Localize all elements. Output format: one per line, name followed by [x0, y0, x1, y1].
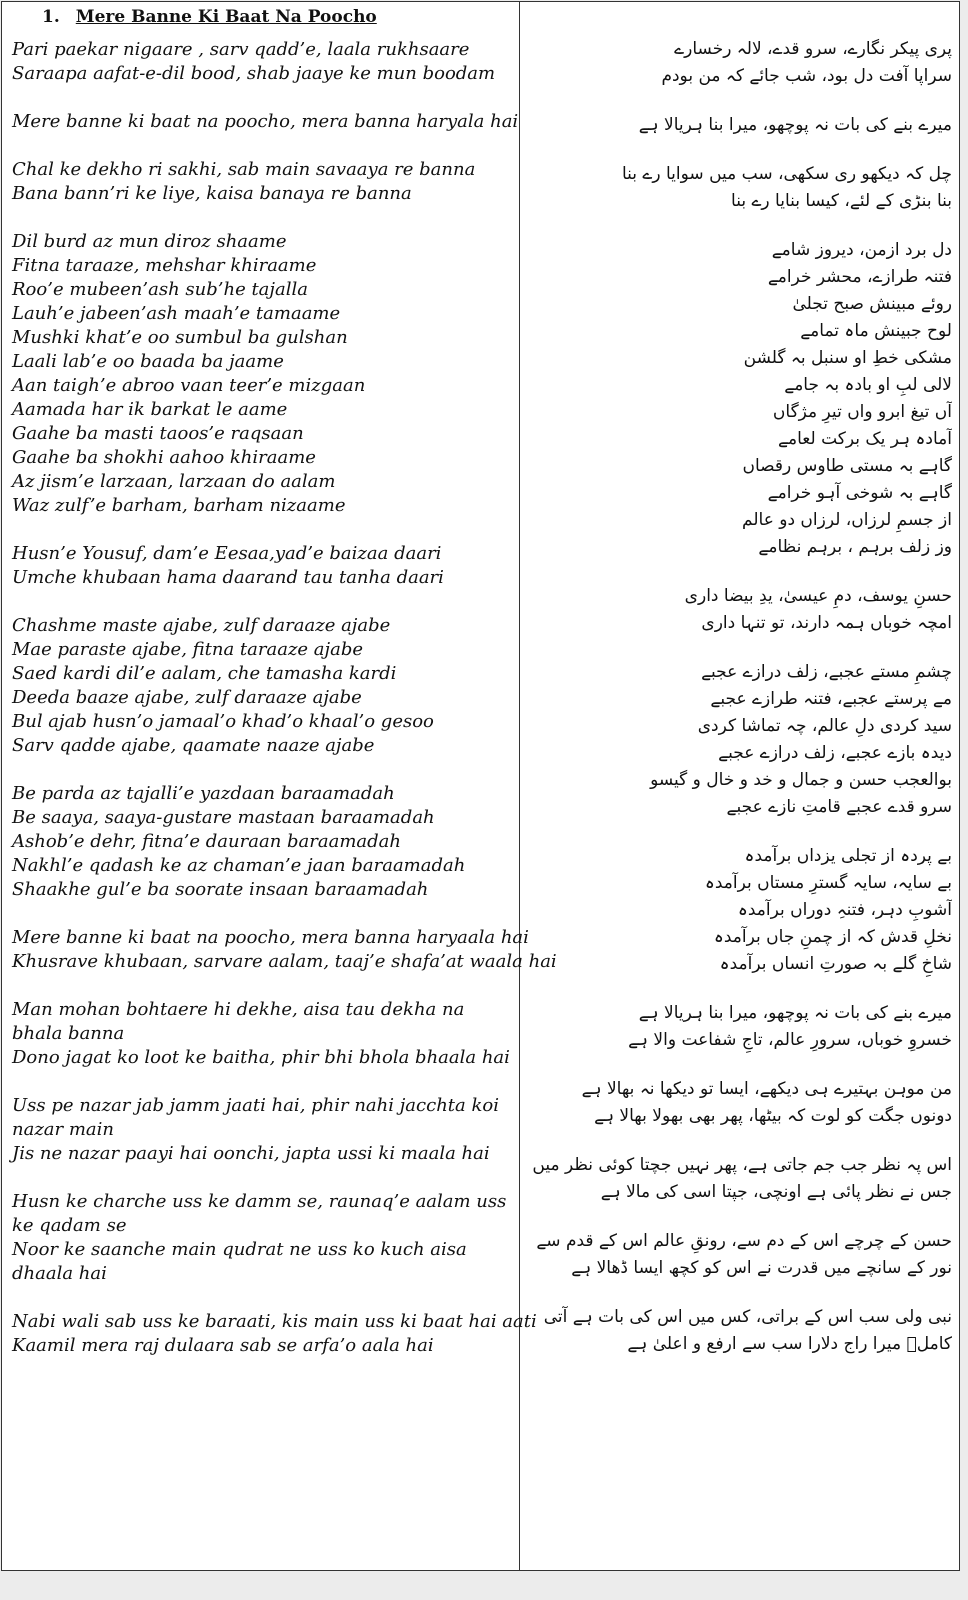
urdu-lyric-line: لوح جبینش ماہ تمامے: [800, 321, 952, 341]
song-title-text: Mere Banne Ki Baat Na Poocho: [75, 7, 377, 27]
roman-stanza: [12, 1190, 509, 1286]
urdu-lyric-line: نخلِ قدش کہ از چمنِ جاں برآمدہ: [713, 927, 952, 947]
roman-stanza: [12, 230, 509, 518]
urdu-stanza: [530, 1304, 952, 1358]
roman-lyric-line: Saraapa aafat-e-dil bood, shab jaaye ke mun boodam: [12, 63, 496, 84]
roman-stanza: [12, 1094, 509, 1166]
roman-lyric-line: Dil burd az mun diroz shaame: [12, 231, 287, 252]
urdu-lyric-line: اس پہ نظر جب جم جاتی ہے، پھر نہیں جچتا کوئی نظر میں: [532, 1155, 952, 1175]
urdu-lyric-line: شاخِ گلے بہ صورتِ انساں برآمدہ: [719, 954, 952, 974]
song-number: 1.: [42, 7, 60, 27]
urdu-stanza: [530, 237, 952, 561]
urdu-lyric-line: حسن کے چرچے اس کے دم سے، رونقِ عالم اس کے قدم سے: [536, 1231, 952, 1251]
urdu-lyric-line: نور کے سانچے میں قدرت نے اس کو کچھ ایسا ڈھالا ہے: [571, 1258, 952, 1278]
urdu-stanza: [530, 1000, 952, 1054]
urdu-lyric-line: سرو قدے عجبے قامتِ نازے عجبے: [726, 797, 952, 817]
urdu-stanza: [530, 112, 952, 139]
urdu-lyric-line: مشکی خطِ او سنبل بہ گلشن: [743, 348, 952, 368]
roman-lyric-line: Pari paekar nigaare , sarv qadd’e, laala rukhsaare: [12, 39, 470, 60]
urdu-lyric-line: سید کردی دلِ عالم، چہ تماشا کردی: [697, 716, 952, 736]
urdu-lyric-line: دل برد ازمن، دیروز شامے: [771, 240, 952, 260]
roman-lyric-line: Gaahe ba shokhi aahoo khiraame: [12, 447, 316, 468]
roman-lyric-line: Bana bann’ri ke liye, kaisa banaya re banna: [12, 183, 412, 204]
song-title: [42, 8, 509, 26]
urdu-script-column: [520, 2, 960, 1570]
roman-lyric-line: Nabi wali sab uss ke baraati, kis main uss ki baat hai aati: [12, 1311, 537, 1332]
urdu-lyric-line: بوالعجب حسن و جمال و خد و خال و گیسو: [650, 770, 952, 790]
roman-lyric-line: Bul ajab husn’o jamaal’o khad’o khaal’o gesoo: [12, 711, 434, 732]
urdu-lyric-line: میرے بنے کی بات نہ پوچھو، میرا بنا ہریالا ہے: [638, 1003, 952, 1023]
urdu-lyric-line: چل کہ دیکھو ری سکھی، سب میں سوایا رے بنا: [621, 164, 952, 184]
urdu-stanza: [530, 659, 952, 821]
urdu-lyric-line: بے سایہ، سایہ گسترِ مستاں برآمدہ: [704, 873, 952, 893]
urdu-lyric-line: بے پردہ از تجلی یزداں برآمدہ: [744, 846, 952, 866]
roman-lyric-line: Husn’e Yousuf, dam’e Eesaa,yad’e baizaa daari: [12, 543, 442, 564]
urdu-stanza: [530, 583, 952, 637]
roman-lyric-line: Gaahe ba masti taoos’e raqsaan: [12, 423, 304, 444]
urdu-stanza: [530, 843, 952, 978]
lyrics-table: [1, 1, 960, 1571]
urdu-stanza: [530, 36, 952, 90]
roman-stanzas: [12, 38, 557, 1358]
roman-lyric-line: Mae paraste ajabe, fitna taraaze ajabe: [12, 639, 364, 660]
roman-lyric-line: Fitna taraaze, mehshar khiraame: [12, 255, 317, 276]
urdu-lyric-line: گاہے بہ مستی طاوس رقصاں: [742, 456, 952, 476]
roman-lyric-line: Aamada har ik barkat le aame: [12, 399, 288, 420]
urdu-stanzas: [530, 36, 952, 1358]
roman-lyric-line: Husn ke charche uss ke damm se, raunaq’e aalam uss ke qadam se: [12, 1191, 507, 1236]
urdu-lyric-line: امچہ خوباں ہمہ دارند، تو تنہا داری: [701, 613, 952, 633]
roman-lyric-line: Laali lab’e oo baada ba jaame: [12, 351, 284, 372]
urdu-lyric-line: مے پرستے عجبے، فتنہ طرازے عجبے: [710, 689, 952, 709]
roman-lyric-line: Az jism’e larzaan, larzaan do aalam: [12, 471, 336, 492]
roman-stanza: [12, 1310, 537, 1358]
roman-lyric-line: Be parda az tajalli’e yazdaan baraamadah: [12, 783, 395, 804]
urdu-stanza: [530, 1152, 952, 1206]
roman-lyric-line: Noor ke saanche main qudrat ne uss ko kuch aisa dhaala hai: [12, 1239, 467, 1284]
urdu-lyric-line: وز زلف برہم ، برہم نظامے: [758, 537, 952, 557]
roman-lyric-line: Deeda baaze ajabe, zulf daraaze ajabe: [12, 687, 362, 708]
roman-lyric-line: Roo’e mubeen’ash sub’he tajalla: [12, 279, 308, 300]
roman-stanza: [12, 614, 509, 758]
roman-lyric-line: Nakhl’e qadash ke az chaman’e jaan baraamadah: [12, 855, 466, 876]
urdu-lyric-line: آشوبِ دہر، فتنہِ دوراں برآمدہ: [737, 900, 952, 920]
roman-lyric-line: Uss pe nazar jab jamm jaati hai, phir nahi jacchta koi nazar main: [12, 1095, 499, 1140]
roman-stanza: [12, 926, 557, 974]
urdu-lyric-line: دیدہ بازے عجبے، زلف درازے عجبے: [718, 743, 952, 763]
roman-lyric-line: Sarv qadde ajabe, qaamate naaze ajabe: [12, 735, 375, 756]
roman-lyric-line: Dono jagat ko loot ke baitha, phir bhi bhola bhaala hai: [12, 1047, 510, 1068]
roman-lyric-line: Kaamil mera raj dulaara sab se arfa’o aala hai: [12, 1335, 434, 1356]
roman-lyric-line: Be saaya, saaya-gustare mastaan baraamadah: [12, 807, 435, 828]
roman-stanza: [12, 38, 509, 86]
urdu-lyric-line: پری پیکر نگارے، سرو قدے، لالہ رخسارے: [674, 39, 952, 59]
urdu-lyric-line: گاہے بہ شوخی آہو خرامے: [767, 483, 952, 503]
urdu-lyric-line: فتنہ طرازے، محشر خرامے: [767, 267, 952, 287]
roman-lyric-line: Mere banne ki baat na poocho, mera banna haryala hai: [12, 111, 519, 132]
roman-lyric-line: Mushki khat’e oo sumbul ba gulshan: [12, 327, 348, 348]
urdu-lyric-line: چشمِ مستے عجبے، زلف درازے عجبے: [701, 662, 952, 682]
urdu-lyric-line: میرے بنے کی بات نہ پوچھو، میرا بنا ہریالا ہے: [638, 115, 952, 135]
urdu-lyric-line: من موہن بہتیرے ہی دیکھے، ایسا تو دیکھا نہ بھالا ہے: [581, 1079, 952, 1099]
roman-lyric-line: Jis ne nazar paayi hai oonchi, japta ussi ki maala hai: [12, 1143, 490, 1164]
roman-stanza: [12, 110, 519, 134]
roman-stanza: [12, 998, 509, 1070]
roman-lyric-line: Ashob’e dehr, fitna’e dauraan baraamadah: [12, 831, 401, 852]
urdu-lyric-line: خسروِ خوباں، سرورِ عالم، تاجِ شفاعت والا ہے: [628, 1030, 952, 1050]
roman-lyric-line: Lauh’e jabeen’ash maah’e tamaame: [12, 303, 341, 324]
roman-lyric-line: Saed kardi dil’e aalam, che tamasha kardi: [12, 663, 397, 684]
roman-stanza: [12, 542, 509, 590]
roman-lyric-line: Chashme maste ajabe, zulf daraaze ajabe: [12, 615, 391, 636]
urdu-stanza: [530, 1076, 952, 1130]
urdu-lyric-line: دونوں جگت کو لوت کہ بیٹھا، پھر بھی بھولا بھالا ہے: [594, 1106, 952, 1126]
roman-lyric-line: Umche khubaan hama daarand tau tanha daari: [12, 567, 444, 588]
roman-lyric-line: Mere banne ki baat na poocho, mera banna haryaala hai: [12, 927, 529, 948]
urdu-lyric-line: جس نے نظر پائی ہے اونچی، جپتا اسی کی مالا ہے: [600, 1182, 952, 1202]
roman-lyric-line: Shaakhe gul’e ba soorate insaan baraamadah: [12, 879, 429, 900]
roman-transliteration-column: [2, 2, 557, 1570]
urdu-lyric-line: بنا بنڑی کے لئے، کیسا بنایا رے بنا: [731, 191, 952, 211]
roman-lyric-line: Man mohan bohtaere hi dekhe, aisa tau dekha na bhala banna: [12, 999, 465, 1044]
urdu-lyric-line: آمادہ ہر یک برکت لعامے: [778, 429, 952, 449]
urdu-lyric-line: حسنِ یوسف، دمِ عیسیٰ، یدِ بیضا داری: [684, 586, 952, 606]
roman-lyric-line: Chal ke dekho ri sakhi, sab main savaaya re banna: [12, 159, 476, 180]
urdu-lyric-line: از جسمِ لرزاں، لرزاں دو عالم: [742, 510, 952, 530]
roman-lyric-line: Khusrave khubaan, sarvare aalam, taaj’e shafa’at waala hai: [12, 951, 557, 972]
roman-stanza: [12, 158, 509, 206]
urdu-lyric-line: لالی لبِ او بادہ بہ جامے: [784, 375, 952, 395]
urdu-lyric-line: نبی ولی سب اس کے براتی، کس میں اس کی بات ہے آتی: [543, 1307, 952, 1327]
urdu-stanza: [530, 1228, 952, 1282]
roman-lyric-line: Aan taigh’e abroo vaan teer’e mizgaan: [12, 375, 366, 396]
urdu-lyric-line: روئے مبینش صبح تجلیٰ: [792, 294, 952, 314]
urdu-lyric-line: کاملؔ میرا راج دلارا سب سے ارفع و اعلیٰ ہے: [627, 1334, 952, 1354]
roman-stanza: [12, 782, 509, 902]
urdu-lyric-line: سراپا آفت دل بود، شب جائے کہ من بودم: [661, 66, 952, 86]
urdu-stanza: [530, 161, 952, 215]
urdu-lyric-line: آں تیغ ابرو واں تیرِ مژگاں: [772, 402, 952, 422]
roman-lyric-line: Waz zulf’e barham, barham nizaame: [12, 495, 346, 516]
